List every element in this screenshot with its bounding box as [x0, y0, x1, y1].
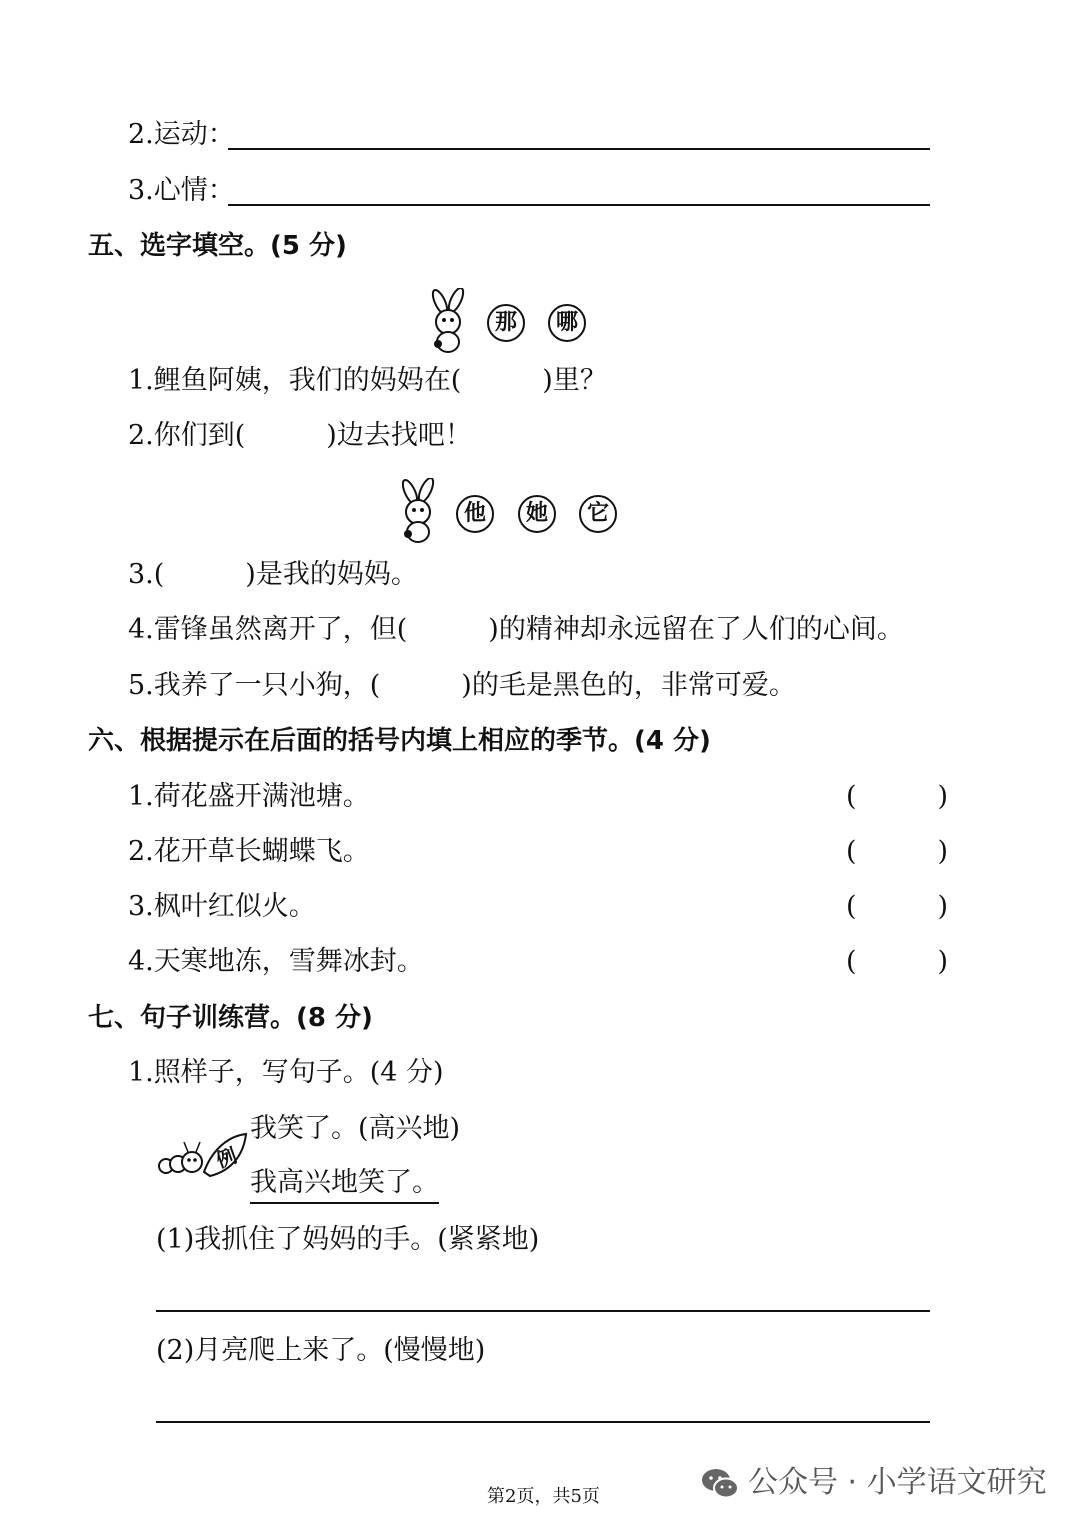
section4-item-2-answer-line[interactable]: [228, 148, 930, 150]
section6-answer-1[interactable]: ( ): [846, 781, 949, 812]
rabbit-icon: [424, 288, 474, 354]
section6-item-2: 2.花开草长蝴蝶飞。: [128, 836, 370, 867]
rabbit-icon: [394, 478, 444, 544]
section6-answer-2[interactable]: ( ): [846, 836, 949, 867]
section6-item-1: 1.荷花盛开满池塘。: [128, 781, 370, 812]
caterpillar-example-icon: [156, 1130, 250, 1184]
section4-item-3-answer-line[interactable]: [228, 204, 930, 206]
section6-item-4: 4.天寒地冻，雪舞冰封。: [128, 946, 424, 977]
section5-heading: 五、选字填空。(5 分): [88, 231, 347, 261]
section6-answer-4[interactable]: ( ): [846, 946, 949, 977]
choice-char-ta-she: 她: [518, 495, 556, 533]
section6-answer-3[interactable]: ( ): [846, 891, 949, 922]
section6-heading: 六、根据提示在后面的括号内填上相应的季节。(4 分): [88, 726, 711, 756]
choice-char-ta-it: 它: [579, 495, 617, 533]
section7-q2: (2)月亮爬上来了。(慢慢地): [156, 1335, 486, 1366]
section5-item-3: 3.( )是我的妈妈。: [128, 559, 418, 590]
section5-item-1: 1.鲤鱼阿姨，我们的妈妈在( )里？: [128, 365, 607, 396]
choice-char-na2: 哪: [548, 304, 586, 342]
choice-char-na: 那: [487, 304, 525, 342]
watermark-text: 公众号 · 小学语文研究: [748, 1465, 1047, 1500]
example-badge: 例: [213, 1143, 241, 1173]
section7-heading: 七、句子训练营。(8 分): [88, 1003, 373, 1033]
page-number: 第2页，共5页: [487, 1486, 600, 1507]
section4-item-2-label: 2.运动：: [128, 119, 235, 150]
section5-item-5: 5.我养了一只小狗，( )的毛是黑色的，非常可爱。: [128, 670, 796, 701]
section7-sub1: 1.照样子，写句子。(4 分): [128, 1057, 444, 1088]
section5-item-2: 2.你们到( )边去找吧！: [128, 420, 472, 451]
section7-q1-answer-line[interactable]: [156, 1310, 930, 1312]
section6-item-3: 3.枫叶红似火。: [128, 891, 316, 922]
example-line-2: 我高兴地笑了。: [250, 1166, 439, 1204]
example-line-1: 我笑了。(高兴地): [250, 1113, 461, 1144]
section5-item-4: 4.雷锋虽然离开了，但( )的精神却永远留在了人们的心间。: [128, 614, 904, 645]
choice-char-ta-he: 他: [456, 495, 494, 533]
section4-item-3-label: 3.心情：: [128, 175, 235, 206]
wechat-icon: [700, 1466, 740, 1502]
section7-q1: (1)我抓住了妈妈的手。(紧紧地): [156, 1224, 540, 1255]
section7-q2-answer-line[interactable]: [156, 1421, 930, 1423]
